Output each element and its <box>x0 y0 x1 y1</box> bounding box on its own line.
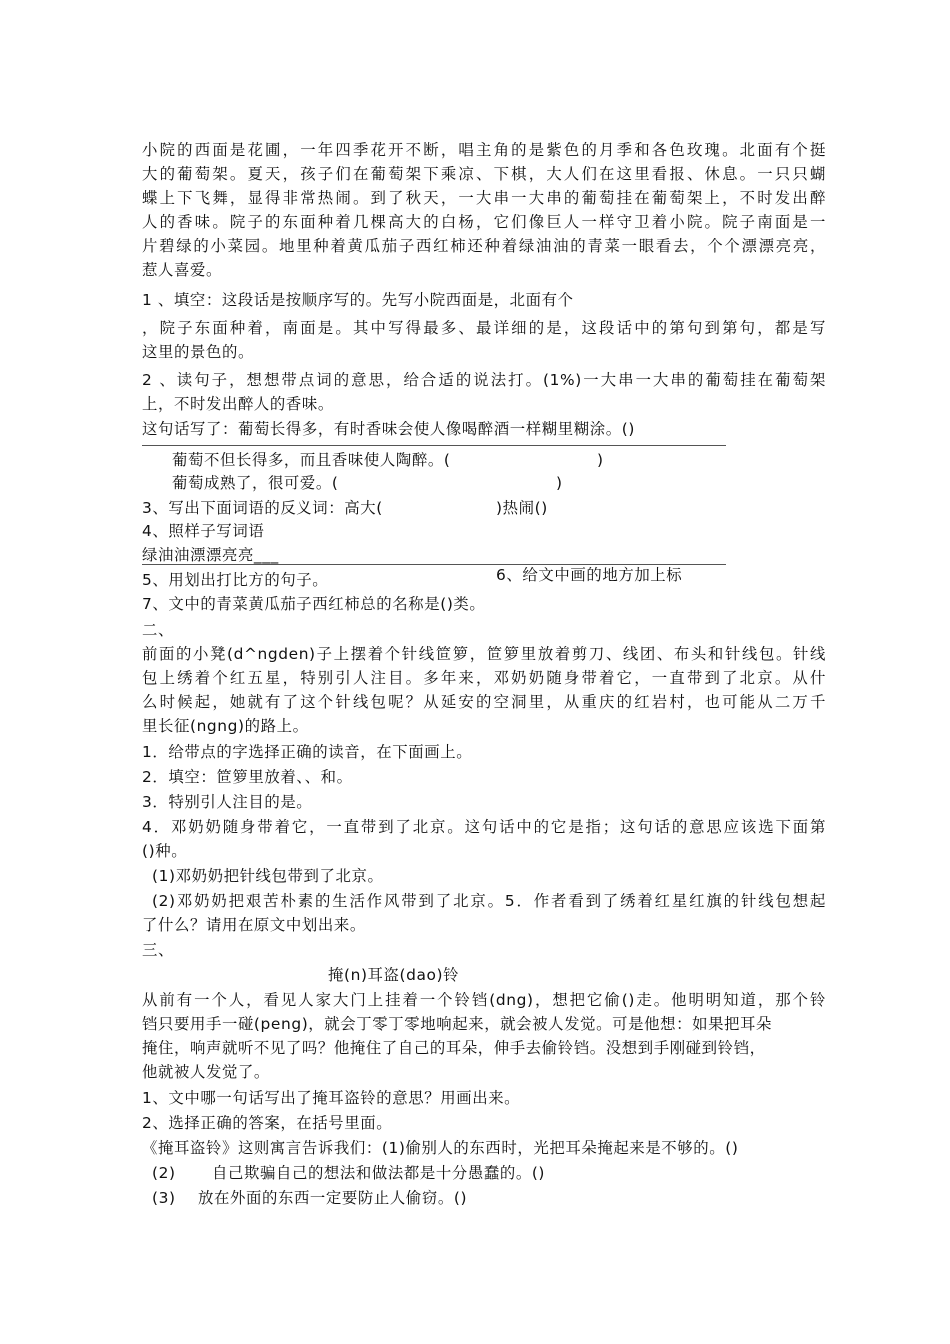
option-1: (1)邓奶奶把针线包带到了北京。 <box>152 867 384 885</box>
question-2: 2、选择正确的答案，在括号里面。 <box>142 1114 393 1132</box>
paragraph-line: 包上绣着个红五星，特别引人注目。多年来，邓奶奶随身带着它，一直带到了北京。从什 <box>142 669 826 687</box>
question-1: 1、文中哪一句话写出了掩耳盗铃的意思？用画出来。 <box>142 1089 521 1107</box>
question-1-cont: ，院子东面种着，南面是。其中写得最多、最详细的是，这段话中的第句到第句，都是写 <box>142 319 826 337</box>
paragraph-line: 前面的小凳(d^ngden)子上摆着个针线笸箩，笸箩里放着剪刀、线团、布头和针线包。针线 <box>142 645 826 663</box>
paragraph-line: 小院的西面是花圃，一年四季花开不断，唱主角的是紫色的月季和各色玫瑰。北面有个挺 <box>142 141 826 159</box>
answer-1: 《掩耳盗铃》这则寓言告诉我们：(1)偷别人的东西时，光把耳朵掩起来是不够的。() <box>142 1139 739 1157</box>
paragraph-line: 惹人喜爱。 <box>142 261 222 279</box>
question-4: 4．邓奶奶随身带着它，一直带到了北京。这句话中的它是指；这句话的意思应该选下面第 <box>142 818 826 836</box>
option-b-close: ) <box>556 474 563 492</box>
question-2-cont: 上，不时发出醉人的香味。 <box>142 395 334 413</box>
question-5: 5、用划出打比方的句子。 <box>142 571 329 589</box>
question-3: 3．特别引人注目的是。 <box>142 793 313 811</box>
paragraph-line: 么时候起，她就有了这个针线包呢？从延安的空洞里，从重庆的红岩村，也可能从二万千 <box>142 693 826 711</box>
option-2: (2)邓奶奶把艰苦朴素的生活作风带到了北京。5．作者看到了绣着红星红旗的针线包想起 <box>152 892 826 910</box>
paragraph-line: 大的葡萄架。夏天，孩子们在葡萄架下乘凉、下棋，大人们在这里看报、休息。一只只蝴 <box>142 165 826 183</box>
paragraph-line: 他就被人发觉了。 <box>142 1063 270 1081</box>
option-a-close: ) <box>597 451 604 469</box>
question-4: 4、照样子写词语 <box>142 522 265 540</box>
question-4-cont: ()种。 <box>142 842 188 860</box>
option-a: 葡萄不但长得多，而且香味使人陶醉。( <box>172 451 451 469</box>
paragraph-line: 里长征(ngng)的路上。 <box>142 717 309 735</box>
story-title: 掩(n)耳盗(dao)铃 <box>328 966 460 984</box>
paragraph-line: 从前有一个人，看见人家大门上挂着一个铃铛(dng)，想把它偷()走。他明明知道，那个铃 <box>142 991 826 1009</box>
question-1: 1．给带点的字选择正确的读音，在下面画上。 <box>142 743 473 761</box>
question-4-example: 绿油油漂漂亮亮___ <box>142 546 279 564</box>
question-6: 6、给文中画的地方加上标 <box>496 566 683 584</box>
option-b: 葡萄成熟了，很可爱。( <box>172 474 339 492</box>
paragraph-line: 人的香味。院子的东面种着几棵高大的白杨，它们像巨人一样守卫着小院。院子南面是一 <box>142 213 826 231</box>
divider-line <box>142 445 726 446</box>
question-2-sentence: 这句话写了：葡萄长得多，有时香味会使人像喝醉酒一样糊里糊涂。() <box>142 420 635 438</box>
question-3: 3、写出下面词语的反义词：高大( <box>142 499 383 517</box>
paragraph-line: 掩住，响声就听不见了吗？他掩住了自己的耳朵，伸手去偷铃铛。没想到手刚碰到铃铛， <box>142 1039 766 1057</box>
paragraph-line: 片碧绿的小菜园。地里种着黄瓜茄子西红柿还种着绿油油的青菜一眼看去，个个漂漂亮亮， <box>142 237 826 255</box>
answer-2: 自己欺骗自己的想法和做法都是十分愚蠢的。() <box>212 1164 546 1182</box>
question-2: 2．填空：笸箩里放着、、和。 <box>142 768 353 786</box>
section-3-heading: 三、 <box>142 941 174 959</box>
answer-3: 放在外面的东西一定要防止人偷窃。() <box>198 1189 468 1207</box>
question-2: 2 、读句子，想想带点词的意思，给合适的说法打。(1%)一大串一大串的葡萄挂在葡萄架 <box>142 371 826 389</box>
question-5-cont: 了什么？请用在原文中划出来。 <box>142 916 366 934</box>
paragraph-line: 蝶上下飞舞，显得非常热闹。到了秋天，一大串一大串的葡萄挂在葡萄架上，不时发出醉 <box>142 189 826 207</box>
question-1-cont: 这里的景色的。 <box>142 343 254 361</box>
question-3-cont: )热闹() <box>496 499 548 517</box>
question-1: 1 、填空：这段话是按顺序写的。先写小院西面是，北面有个 <box>142 291 574 309</box>
question-7: 7、文中的青菜黄瓜茄子西红柿总的名称是()类。 <box>142 595 486 613</box>
section-2-heading: 二、 <box>142 621 174 639</box>
answer-3-number: (3) <box>152 1189 176 1207</box>
paragraph-line: 铛只要用手一碰(peng)，就会丁零丁零地响起来，就会被人发觉。可是他想：如果把耳朵 <box>142 1015 773 1033</box>
answer-2-number: (2) <box>152 1164 176 1182</box>
